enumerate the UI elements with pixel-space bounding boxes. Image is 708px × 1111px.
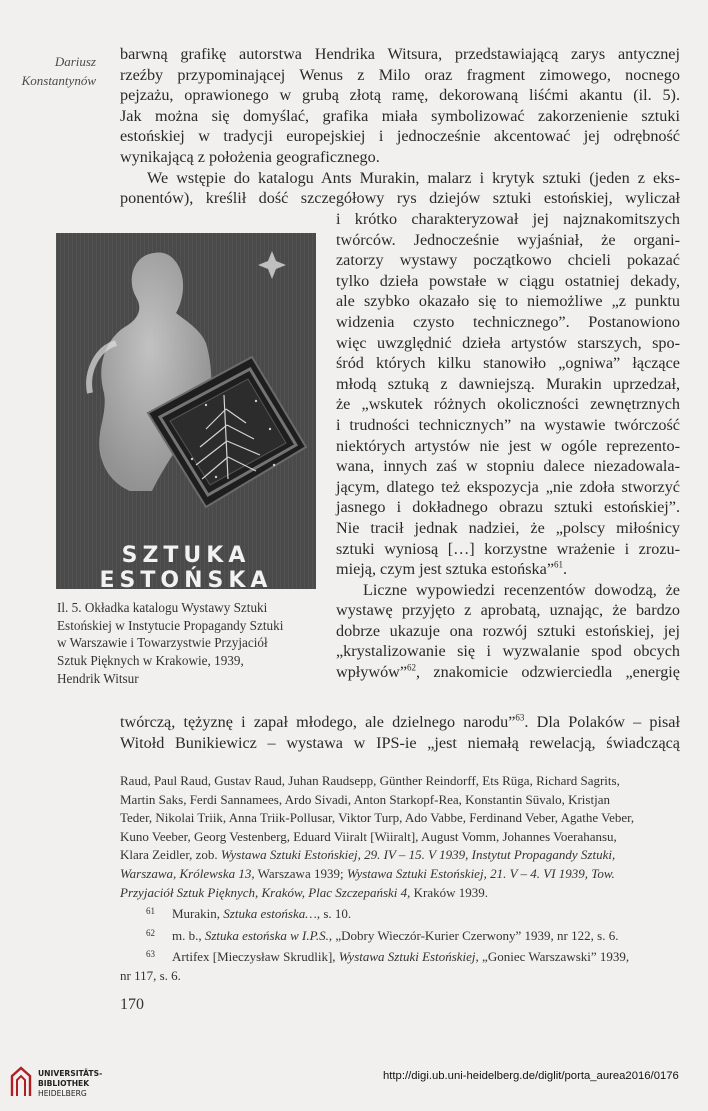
- bottom-paragraph: [120, 712, 680, 753]
- text-line: dobrze ukazuje ona rozwój sztuki estońskiej, jej: [336, 621, 680, 640]
- library-line: HEIDELBERG: [38, 1089, 87, 1098]
- text-line: pejzażu, oprawionego w grubą złotą ramę, dekorowaną liśćmi akantu (il. 5).: [120, 86, 680, 105]
- text-line: ponentów), kreślił dość szczegółowy rys dziejów sztuki estońskiej, wyliczał: [120, 189, 680, 208]
- footnote-line: [120, 846, 680, 865]
- text-line: We wstępie do katalogu Ants Murakin, malarz i krytyk sztuki (jeden z eks-: [147, 168, 680, 187]
- footnote-line: Martin Saks, Ferdi Sannamees, Ardo Sivadi, Anton Starkopf-Rea, Konstantin Süvalo, Kristjan: [120, 791, 610, 807]
- top-paragraph: [120, 44, 680, 209]
- footnote-61: [120, 902, 680, 924]
- text-line: wynikającą z położenia geograficznego.: [120, 147, 380, 166]
- text-line: i krótko charakteryzował jej najznakomitszych: [336, 210, 680, 228]
- italic-title: Wystawa Sztuki Estońskiej: [338, 949, 476, 965]
- text-run: , s. 10.: [316, 906, 352, 922]
- text-line: estońskiej w tradycji europejskiej i jednocześnie akcentować jej odrębność: [120, 127, 680, 146]
- text-line: Nie tracił jednak nadziei, że „polscy miłośnicy: [336, 518, 680, 537]
- text-line: śród których kilku stanowiło „ogniwa” łączące: [336, 354, 680, 373]
- footnote-ref-62: 62: [407, 662, 417, 673]
- text-line: i trudności technicznych” na wystawie twórczość: [336, 415, 680, 434]
- text-run: , znakomicie odzwierciedla „energię: [416, 663, 680, 682]
- text-run: Klara Zeidler, zob.: [120, 847, 221, 863]
- italic-title: Przyjaciół Sztuk Pięknych, Kraków, Plac Szczepański 4,: [120, 884, 411, 900]
- footnote-number: 61: [146, 906, 155, 917]
- text-line: [120, 712, 680, 733]
- text-run: wpływów”: [336, 663, 408, 682]
- text-line: młodą sztuką z dawniejszą. Murakin uprzedzał,: [336, 374, 680, 393]
- library-logo: [8, 1066, 148, 1102]
- text-line: barwną grafikę autorstwa Hendrika Witsura, przedstawiającą zarys antycznej: [120, 45, 680, 63]
- text-run: , „Dobry Wieczór-Kurier Czerwony” 1939, nr 122, s. 6.: [328, 927, 619, 943]
- text-run: .: [563, 560, 568, 579]
- text-line: „krystalizowanie się i wyzwalanie spod obcych: [336, 642, 680, 661]
- page-number: 170: [120, 996, 144, 1013]
- footnote-line: Raud, Paul Raud, Gustav Raud, Juhan Raudsepp, Günther Reindorff, Ets Rüga, Richard Sagrits,: [120, 773, 620, 788]
- italic-title: Sztuka estońska…: [223, 906, 317, 922]
- cover-artwork: [56, 233, 316, 589]
- caption-line: Sztuk Pięknych w Krakowie, 1939,: [57, 653, 244, 669]
- library-name: [38, 1069, 102, 1099]
- text-run: twórczą, tężyznę i zapał młodego, ale dzielnego narodu”: [120, 713, 516, 731]
- italic-title: Wystawa Sztuki Estońskiej, 29. IV – 15. V 1939, Instytut Propagandy Sztuki,: [220, 847, 616, 863]
- footnote-line: Teder, Nikolai Triik, Anna Triik-Pollusar, Viktor Turp, Ado Vabbe, Ferdinand Veber, Agathe Veber,: [120, 810, 635, 826]
- footnote-ref-63: 63: [515, 712, 525, 723]
- caption-line: w Warszawie i Towarzystwie Przyjaciół: [57, 635, 268, 651]
- text-run: Warszawa 1939;: [254, 865, 347, 881]
- text-line: sztuki wyniosą […] korzystne wrażenie i zrozu-: [336, 539, 680, 558]
- running-head-author: [6, 52, 96, 90]
- right-column-text: [336, 209, 680, 683]
- text-line: tylko dzieła powstałe w ciągu ostatniej dekady,: [336, 271, 680, 290]
- figure-caption: [57, 599, 319, 688]
- text-line: Witołd Bunikiewicz – wystawa w IPS-ie „jest niemałą rewelacją, świadczącą: [120, 733, 680, 752]
- caption-line: Estońskiej w Instytucie Propagandy Sztuki: [57, 617, 284, 633]
- footnotes: [120, 772, 680, 986]
- caption-line: Il. 5. Okładka katalogu Wystawy Sztuki: [57, 600, 268, 615]
- footnote-63: [120, 945, 680, 967]
- text-line: [336, 662, 680, 683]
- footnote-line: nr 117, s. 6.: [120, 967, 181, 983]
- library-emblem-icon: [8, 1066, 34, 1098]
- library-line: UNIVERSITÄTS-: [38, 1069, 103, 1078]
- author-last-name: Konstantynów: [21, 73, 96, 88]
- text-line: jasnego i dokładnego obrazu sztuki estońskiej”.: [336, 498, 680, 517]
- text-line: wana, innych zaś w stopniu dalece niezadowala-: [336, 457, 680, 476]
- text-line: twórców. Jednocześnie wyjaśniał, że organi-: [336, 230, 680, 249]
- text-line: rzeźby przypominającej Wenus z Milo oraz fragment zimowego, nocnego: [120, 65, 680, 84]
- footnote-number: 63: [146, 949, 155, 960]
- italic-title: Wystawa Sztuki Estońskiej, 21. V – 4. VI 1939, Tow.: [346, 865, 615, 881]
- text-run: Murakin,: [172, 906, 224, 922]
- footnote-line: Kuno Veeber, Georg Vestenberg, Eduard Viiralt [Wiiralt], August Vomm, Johannes Voerahansu,: [120, 828, 617, 844]
- text-run: m. b.,: [172, 927, 205, 943]
- footnote-ref-61: 61: [554, 559, 564, 570]
- text-run: Artifex [Mieczysław Skrudlik],: [172, 949, 339, 965]
- text-line: zatorzy wystawy początkowo chcieli pokazać: [336, 251, 680, 270]
- text-line: Jak można się domyślać, grafika miała symbolizować zakorzenienie sztuki: [120, 106, 680, 125]
- text-line: wystawę przyjęto z aprobatą, uznając, że bardzo: [336, 601, 680, 620]
- catalog-cover-illustration: [56, 233, 316, 589]
- footnote-number: 62: [146, 927, 155, 938]
- text-line: widzenia czysto technicznego”. Postanowiono: [336, 312, 680, 331]
- text-run: , „Goniec Warszawski” 1939,: [475, 949, 630, 965]
- italic-title: Warszawa, Królewska 13,: [120, 865, 255, 881]
- caption-line: Hendrik Witsur: [57, 670, 139, 686]
- text-line: więc uwzględnić dzieła artystów starszych, spo-: [336, 333, 680, 352]
- text-line: Liczne wypowiedzi recenzentów dowodzą, że: [363, 580, 680, 599]
- footnote-line: [120, 865, 680, 884]
- text-line: jącym, dlatego też ekspozycja „nie zdoła stworzyć: [336, 477, 680, 496]
- footnote-line: [120, 884, 680, 903]
- text-line: [336, 559, 680, 580]
- text-line: niektórych artystów nie jest w ogóle reprezento-: [336, 436, 680, 455]
- library-line: BIBLIOTHEK: [38, 1079, 90, 1088]
- footnote-62: [120, 924, 680, 946]
- text-run: . Dla Polaków – pisał: [524, 713, 680, 731]
- text-run: mieją, czym jest sztuka estońska”: [336, 560, 555, 579]
- italic-title: Sztuka estońska w I.P.S.: [204, 927, 329, 943]
- source-url[interactable]: http://digi.ub.uni-heidelberg.de/diglit/porta_aurea2016/0176: [383, 1070, 679, 1082]
- cover-title: SZTUKA ESTOŃSKA: [99, 543, 273, 589]
- author-first-name: Dariusz: [54, 54, 96, 69]
- text-run: Kraków 1939.: [410, 884, 489, 900]
- text-line: ale szybko okazało się to niemożliwe „z punktu: [336, 292, 680, 311]
- text-line: że „wskutek różnych okoliczności zewnętrznych: [336, 395, 680, 414]
